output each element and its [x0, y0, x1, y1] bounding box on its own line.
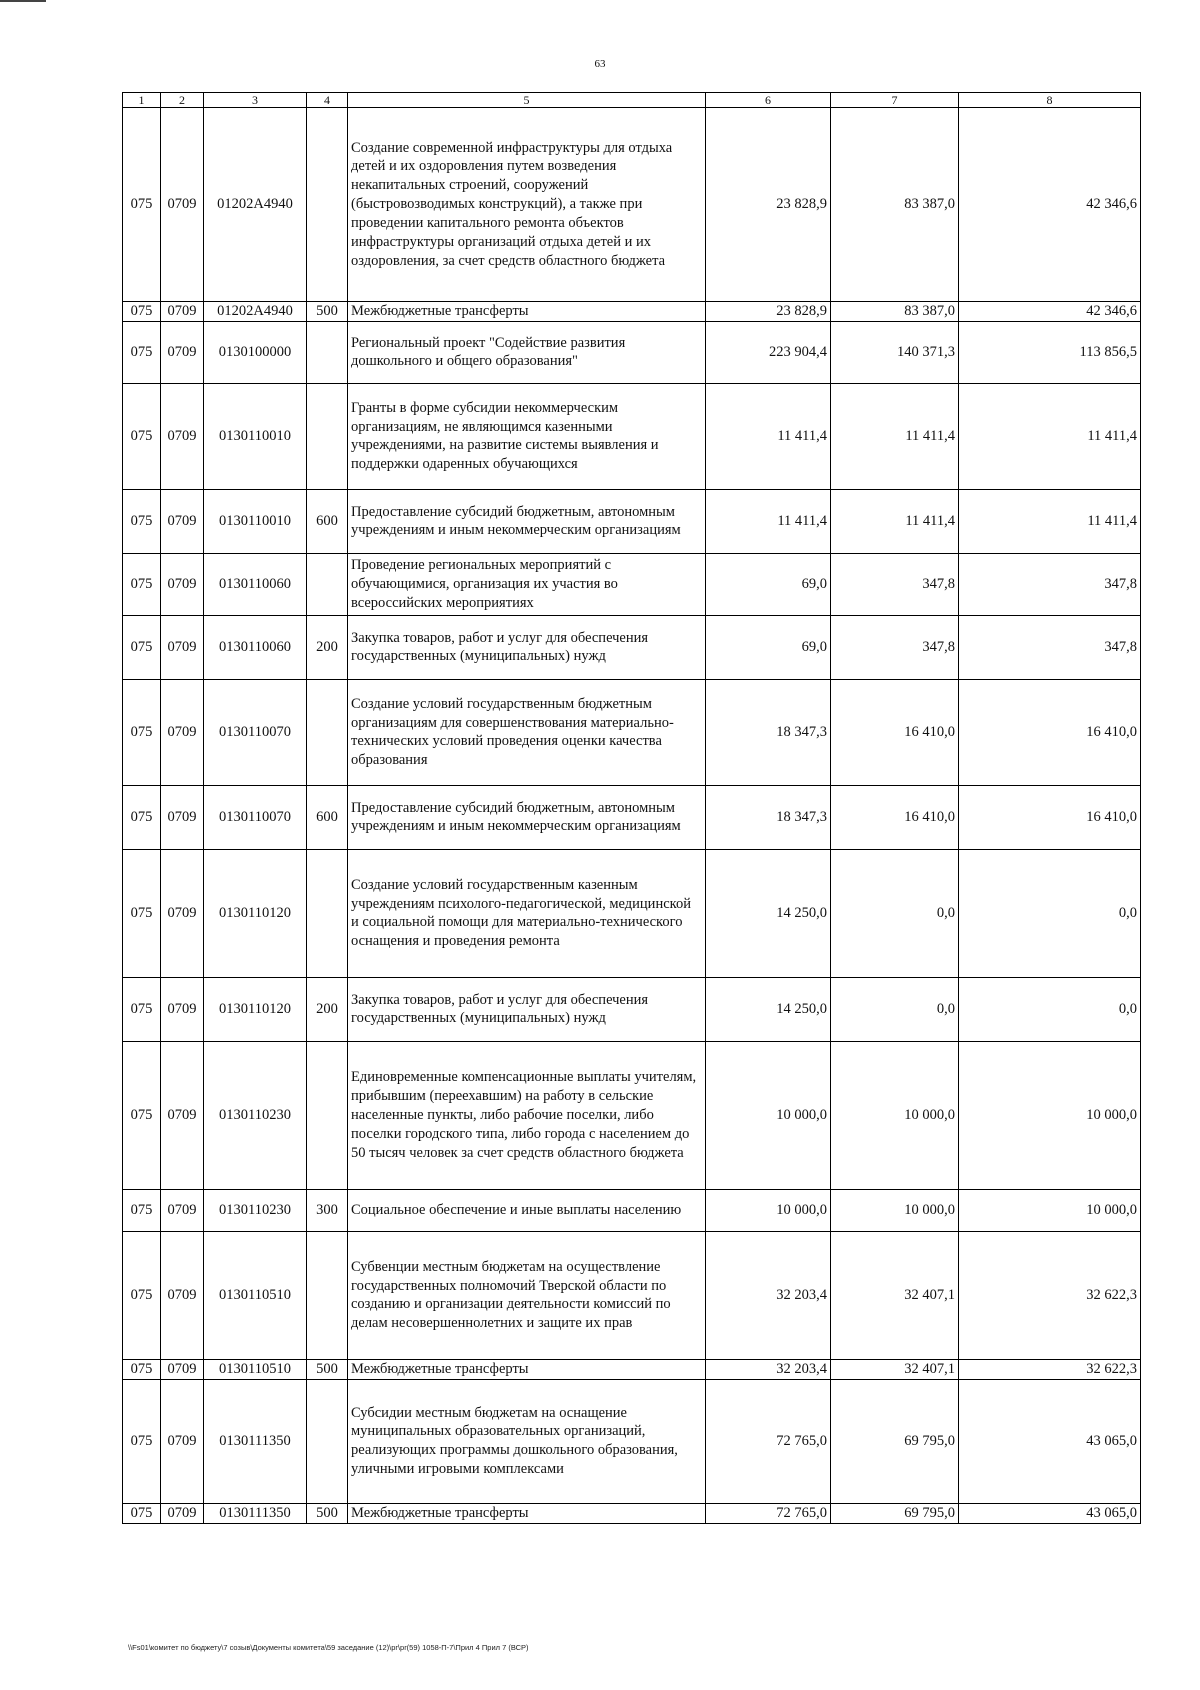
- ministry-code-cell: 075: [123, 1379, 161, 1503]
- column-number: 7: [831, 93, 959, 108]
- amount-cell-year3: 42 346,6: [959, 302, 1141, 322]
- amount-cell-year2: 83 387,0: [831, 108, 959, 302]
- table-row: [123, 1379, 1141, 1503]
- ministry-code-cell: 075: [123, 302, 161, 322]
- table-row: [123, 615, 1141, 679]
- amount-cell-year3: 347,8: [959, 615, 1141, 679]
- expense-type-cell: 500: [307, 1503, 348, 1523]
- ministry-code-cell: 075: [123, 321, 161, 383]
- description-cell: Проведение региональных мероприятий с обучающимися, организация их участия во всероссийских мероприятиях: [348, 553, 706, 615]
- amount-cell-year1: 11 411,4: [706, 383, 831, 489]
- description-cell: Гранты в форме субсидии некоммерческим организациям, не являющимся казенными учреждениями, на развитие системы выявления и поддержки одаренных обучающихся: [348, 383, 706, 489]
- expense-type-cell: [307, 553, 348, 615]
- column-number: 2: [161, 93, 204, 108]
- section-code-cell: 0709: [161, 302, 204, 322]
- expense-type-cell: [307, 383, 348, 489]
- expense-type-cell: [307, 321, 348, 383]
- description-cell: Создание условий государственным бюджетным организациям для совершенствования материально-технических условий проведения оценки качества образования: [348, 679, 706, 785]
- amount-cell-year3: 347,8: [959, 553, 1141, 615]
- amount-cell-year2: 140 371,3: [831, 321, 959, 383]
- table-row: [123, 1359, 1141, 1379]
- section-code-cell: 0709: [161, 383, 204, 489]
- amount-cell-year3: 113 856,5: [959, 321, 1141, 383]
- budget-table: [122, 92, 1141, 1524]
- expense-type-cell: 600: [307, 489, 348, 553]
- amount-cell-year2: 16 410,0: [831, 679, 959, 785]
- expense-type-cell: 200: [307, 977, 348, 1041]
- expense-type-cell: [307, 1041, 348, 1189]
- ministry-code-cell: 075: [123, 849, 161, 977]
- description-cell: Создание условий государственным казенным учреждениям психолого-педагогической, медицинской и социальной помощи для материально-технического оснащения и проведения ремонта: [348, 849, 706, 977]
- section-code-cell: 0709: [161, 489, 204, 553]
- table-row: [123, 553, 1141, 615]
- amount-cell-year3: 32 622,3: [959, 1231, 1141, 1359]
- amount-cell-year3: 0,0: [959, 977, 1141, 1041]
- description-cell: Единовременные компенсационные выплаты учителям, прибывшим (переехавшим) на работу в сельские населенные пункты, либо рабочие поселки, либо поселки городского типа, либо города с населением до 50 тысяч человек за счет средств областного бюджета: [348, 1041, 706, 1189]
- amount-cell-year2: 32 407,1: [831, 1359, 959, 1379]
- ministry-code-cell: 075: [123, 977, 161, 1041]
- target-article-cell: 0130111350: [204, 1379, 307, 1503]
- amount-cell-year1: 11 411,4: [706, 489, 831, 553]
- expense-type-cell: 500: [307, 1359, 348, 1379]
- description-cell: Межбюджетные трансферты: [348, 302, 706, 322]
- expense-type-cell: 300: [307, 1189, 348, 1231]
- expense-type-cell: [307, 108, 348, 302]
- amount-cell-year1: 23 828,9: [706, 108, 831, 302]
- amount-cell-year3: 10 000,0: [959, 1189, 1141, 1231]
- table-row: [123, 849, 1141, 977]
- table-row: [123, 977, 1141, 1041]
- target-article-cell: 0130110060: [204, 553, 307, 615]
- table-row: [123, 785, 1141, 849]
- expense-type-cell: [307, 1231, 348, 1359]
- amount-cell-year2: 0,0: [831, 849, 959, 977]
- section-code-cell: 0709: [161, 1359, 204, 1379]
- expense-type-cell: 600: [307, 785, 348, 849]
- amount-cell-year3: 43 065,0: [959, 1503, 1141, 1523]
- description-cell: Закупка товаров, работ и услуг для обеспечения государственных (муниципальных) нужд: [348, 977, 706, 1041]
- ministry-code-cell: 075: [123, 1041, 161, 1189]
- expense-type-cell: [307, 849, 348, 977]
- target-article-cell: 0130110120: [204, 849, 307, 977]
- section-code-cell: 0709: [161, 615, 204, 679]
- description-cell: Субсидии местным бюджетам на оснащение муниципальных образовательных организаций, реализующих программы дошкольного образования, уличными игровыми комплексами: [348, 1379, 706, 1503]
- section-code-cell: 0709: [161, 679, 204, 785]
- amount-cell-year3: 11 411,4: [959, 489, 1141, 553]
- column-number: 6: [706, 93, 831, 108]
- section-code-cell: 0709: [161, 1189, 204, 1231]
- table-row: [123, 1231, 1141, 1359]
- ministry-code-cell: 075: [123, 1503, 161, 1523]
- amount-cell-year3: 42 346,6: [959, 108, 1141, 302]
- target-article-cell: 0130100000: [204, 321, 307, 383]
- table-row: [123, 489, 1141, 553]
- amount-cell-year2: 10 000,0: [831, 1189, 959, 1231]
- amount-cell-year2: 347,8: [831, 615, 959, 679]
- target-article-cell: 0130110510: [204, 1231, 307, 1359]
- amount-cell-year1: 69,0: [706, 615, 831, 679]
- target-article-cell: 0130110060: [204, 615, 307, 679]
- section-code-cell: 0709: [161, 108, 204, 302]
- amount-cell-year1: 32 203,4: [706, 1359, 831, 1379]
- description-cell: Межбюджетные трансферты: [348, 1503, 706, 1523]
- ministry-code-cell: 075: [123, 1231, 161, 1359]
- expense-type-cell: 500: [307, 302, 348, 322]
- target-article-cell: 01202А4940: [204, 108, 307, 302]
- section-code-cell: 0709: [161, 785, 204, 849]
- description-cell: Предоставление субсидий бюджетным, автономным учреждениям и иным некоммерческим организациям: [348, 489, 706, 553]
- target-article-cell: 0130110510: [204, 1359, 307, 1379]
- amount-cell-year1: 69,0: [706, 553, 831, 615]
- target-article-cell: 0130110230: [204, 1041, 307, 1189]
- description-cell: Создание современной инфраструктуры для отдыха детей и их оздоровления путем возведения некапитальных строений, сооружений (быстровозводимых конструкций), а также при проведении капитального ремонта объектов инфраструктуры организаций отдыха детей и их оздоровления, за счет средств областного бюджета: [348, 108, 706, 302]
- ministry-code-cell: 075: [123, 553, 161, 615]
- amount-cell-year2: 32 407,1: [831, 1231, 959, 1359]
- ministry-code-cell: 075: [123, 785, 161, 849]
- page-number: 63: [594, 58, 606, 70]
- amount-cell-year1: 72 765,0: [706, 1379, 831, 1503]
- amount-cell-year3: 16 410,0: [959, 785, 1141, 849]
- ministry-code-cell: 075: [123, 383, 161, 489]
- amount-cell-year2: 347,8: [831, 553, 959, 615]
- table-row: [123, 1503, 1141, 1523]
- amount-cell-year1: 10 000,0: [706, 1041, 831, 1189]
- section-code-cell: 0709: [161, 1231, 204, 1359]
- column-number: 5: [348, 93, 706, 108]
- amount-cell-year2: 0,0: [831, 977, 959, 1041]
- section-code-cell: 0709: [161, 321, 204, 383]
- amount-cell-year1: 223 904,4: [706, 321, 831, 383]
- section-code-cell: 0709: [161, 1503, 204, 1523]
- table-row: [123, 383, 1141, 489]
- ministry-code-cell: 075: [123, 1189, 161, 1231]
- amount-cell-year2: 83 387,0: [831, 302, 959, 322]
- description-cell: Социальное обеспечение и иные выплаты населению: [348, 1189, 706, 1231]
- column-number: 3: [204, 93, 307, 108]
- amount-cell-year1: 18 347,3: [706, 785, 831, 849]
- amount-cell-year3: 10 000,0: [959, 1041, 1141, 1189]
- section-code-cell: 0709: [161, 1379, 204, 1503]
- section-code-cell: 0709: [161, 1041, 204, 1189]
- table-row: [123, 302, 1141, 322]
- amount-cell-year1: 10 000,0: [706, 1189, 831, 1231]
- amount-cell-year3: 32 622,3: [959, 1359, 1141, 1379]
- amount-cell-year1: 32 203,4: [706, 1231, 831, 1359]
- target-article-cell: 0130110230: [204, 1189, 307, 1231]
- expense-type-cell: [307, 679, 348, 785]
- table-row: [123, 679, 1141, 785]
- section-code-cell: 0709: [161, 553, 204, 615]
- amount-cell-year3: 43 065,0: [959, 1379, 1141, 1503]
- table-row: [123, 321, 1141, 383]
- target-article-cell: 0130110010: [204, 383, 307, 489]
- column-number-row: [123, 93, 1141, 108]
- ministry-code-cell: 075: [123, 489, 161, 553]
- target-article-cell: 0130110010: [204, 489, 307, 553]
- column-number: 4: [307, 93, 348, 108]
- amount-cell-year3: 0,0: [959, 849, 1141, 977]
- amount-cell-year2: 16 410,0: [831, 785, 959, 849]
- target-article-cell: 0130110070: [204, 785, 307, 849]
- ministry-code-cell: 075: [123, 615, 161, 679]
- footer-file-path: \\Fs01\комитет по бюджету\7 созыв\Документы комитета\59 заседание (12)\pr\pr(59) 1058-П-7\Прил 4 Прил 7 (ВСР): [128, 1643, 529, 1652]
- column-number: 1: [123, 93, 161, 108]
- target-article-cell: 0130110120: [204, 977, 307, 1041]
- amount-cell-year2: 69 795,0: [831, 1379, 959, 1503]
- description-cell: Субвенции местным бюджетам на осуществление государственных полномочий Тверской области по созданию и организации деятельности комиссий по делам несовершеннолетних и защите их прав: [348, 1231, 706, 1359]
- table-row: [123, 1189, 1141, 1231]
- amount-cell-year2: 69 795,0: [831, 1503, 959, 1523]
- amount-cell-year1: 72 765,0: [706, 1503, 831, 1523]
- section-code-cell: 0709: [161, 977, 204, 1041]
- amount-cell-year1: 14 250,0: [706, 977, 831, 1041]
- amount-cell-year3: 16 410,0: [959, 679, 1141, 785]
- description-cell: Предоставление субсидий бюджетным, автономным учреждениям и иным некоммерческим организациям: [348, 785, 706, 849]
- amount-cell-year1: 23 828,9: [706, 302, 831, 322]
- target-article-cell: 0130111350: [204, 1503, 307, 1523]
- ministry-code-cell: 075: [123, 1359, 161, 1379]
- description-cell: Закупка товаров, работ и услуг для обеспечения государственных (муниципальных) нужд: [348, 615, 706, 679]
- amount-cell-year2: 11 411,4: [831, 489, 959, 553]
- amount-cell-year2: 10 000,0: [831, 1041, 959, 1189]
- amount-cell-year1: 18 347,3: [706, 679, 831, 785]
- table-row: [123, 1041, 1141, 1189]
- expense-type-cell: 200: [307, 615, 348, 679]
- amount-cell-year2: 11 411,4: [831, 383, 959, 489]
- column-number: 8: [959, 93, 1141, 108]
- description-cell: Региональный проект "Содействие развития дошкольного и общего образования": [348, 321, 706, 383]
- table-row: [123, 108, 1141, 302]
- description-cell: Межбюджетные трансферты: [348, 1359, 706, 1379]
- amount-cell-year1: 14 250,0: [706, 849, 831, 977]
- target-article-cell: 01202А4940: [204, 302, 307, 322]
- expense-type-cell: [307, 1379, 348, 1503]
- section-code-cell: 0709: [161, 849, 204, 977]
- ministry-code-cell: 075: [123, 108, 161, 302]
- scan-edge-mark: [0, 0, 46, 2]
- ministry-code-cell: 075: [123, 679, 161, 785]
- amount-cell-year3: 11 411,4: [959, 383, 1141, 489]
- target-article-cell: 0130110070: [204, 679, 307, 785]
